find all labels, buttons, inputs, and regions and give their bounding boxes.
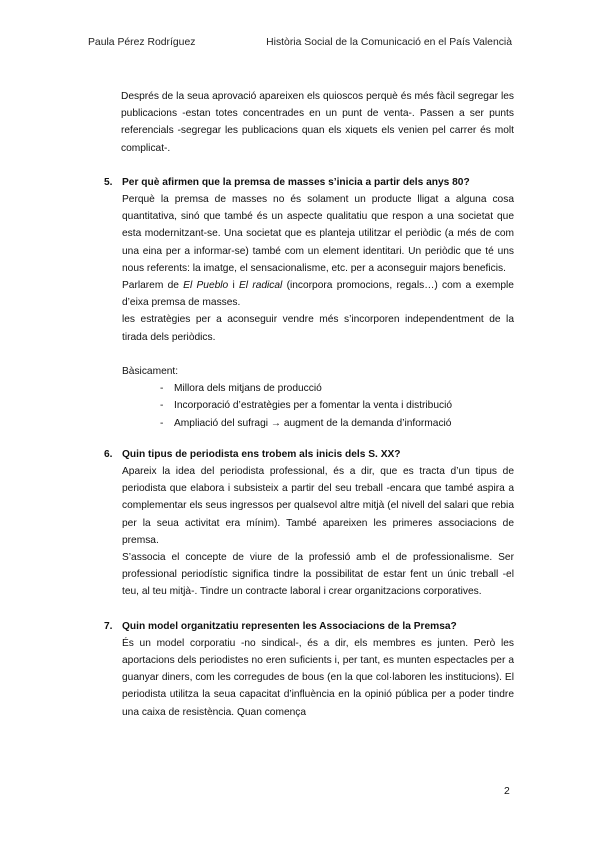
basics-list [122, 380, 514, 432]
bullet-dash: - [160, 417, 164, 429]
list-item-text: Millora dels mitjans de producció [174, 383, 322, 395]
question-6-title: Quin tipus de periodista ens trobem als inicis dels S. XX? [122, 448, 401, 460]
question-5-title: Per què afirmen que la premsa de masses s’inicia a partir dels anys 80? [122, 176, 470, 188]
question-6-paragraph-2: S’associa el concepte de viure de la professió amb el de professionalisme. Ser professional periodístic significa tindre la possibilitat de estar fent un únic treball -el teu, al teu mitjà-. Tindre un contracte laboral i crear organitzacions corporatives. [122, 552, 514, 598]
p2-title-el-radical: El radical [239, 280, 283, 292]
header-subject: Història Social de la Comunicació en el País Valencià [266, 37, 512, 48]
question-7-number: 7. [104, 620, 113, 632]
question-6-paragraph-1: Apareix la idea del periodista professional, és a dir, que es tracta d’un tipus de periodista que elabora i subsisteix a partir del seu treball -encara que també aspira a complementar els seus ingressos per qualsevol altre mitjà (el nivell del salari que rebia per la seua activitat era mínim). També apareixen les primeres associacions de premsa. [122, 466, 514, 546]
question-5-number: 5. [104, 176, 113, 188]
bullet-dash: - [160, 400, 164, 412]
p2-title-el-pueblo: El Pueblo [183, 280, 229, 292]
question-5-paragraph-2 [122, 277, 514, 311]
page-content [104, 88, 514, 721]
p2-text-mid: i [228, 280, 239, 292]
question-5 [104, 174, 514, 432]
list-item [122, 380, 514, 397]
list-item-text: Ampliació del sufragi → augment de la demanda d’informació [174, 417, 452, 429]
list-item-text: Incorporació d’estratègies per a fomentar la venta i distribució [174, 400, 453, 412]
spacer [122, 346, 514, 363]
question-5-paragraph-1: Perquè la premsa de masses no és solament un producte lligat a alguna cosa quantitativa, sinó que també és un aspecte qualitatiu que respon a una societat que esta modernitzant-se. Una societat que es planteja utilitzar el periòdic (a més de com una eina per a informar-se) també com un element identitari. Un periòdic que té uns nous referents: la imatge, el sensacionalisme, etc. per a aconseguir majors beneficis. [122, 194, 514, 274]
basics-label: Bàsicament: [122, 366, 179, 378]
question-6-number: 6. [104, 448, 113, 460]
p2-text-pre: Parlarem de [122, 280, 184, 292]
question-7-title: Quin model organitzatiu representen les Associacions de la Premsa? [122, 620, 457, 632]
header-author: Paula Pérez Rodríguez [88, 37, 196, 48]
intro-paragraph: Després de la seua aprovació apareixen els quioscos perquè és més fàcil segregar les publicacions -estan totes concentrades en un punt de venta-. Passen a ser punts referencials -segregar les publicacions quan els xiquets els venien pel carrer és molt complicat-. [121, 91, 514, 154]
list-item [122, 415, 514, 432]
question-7-paragraph-1: És un model corporatiu -no sindical-, és a dir, els membres es junten. Però les aportacions dels periodistes no eren suficients i, per tant, es munten espectacles per a guanyar diners, com les corregudes de bous (en la que col·laboren les institucions). El periodista utilitza la seua capacitat d’influència en la opinió pública per a poder tindre una caixa de resistència. Quan comença [122, 637, 514, 718]
bullet-dash: - [160, 383, 164, 395]
page-number: 2 [504, 786, 510, 797]
list-item [122, 397, 514, 414]
question-7 [104, 618, 514, 721]
question-5-paragraph-3: les estratègies per a aconseguir vendre més s’incorporen independentment de la tirada dels periòdics. [122, 314, 514, 343]
question-6 [104, 446, 514, 601]
p2-text-post: (incorpora promocions, regals…) com a exemple d’eixa premsa de masses. [122, 280, 514, 309]
